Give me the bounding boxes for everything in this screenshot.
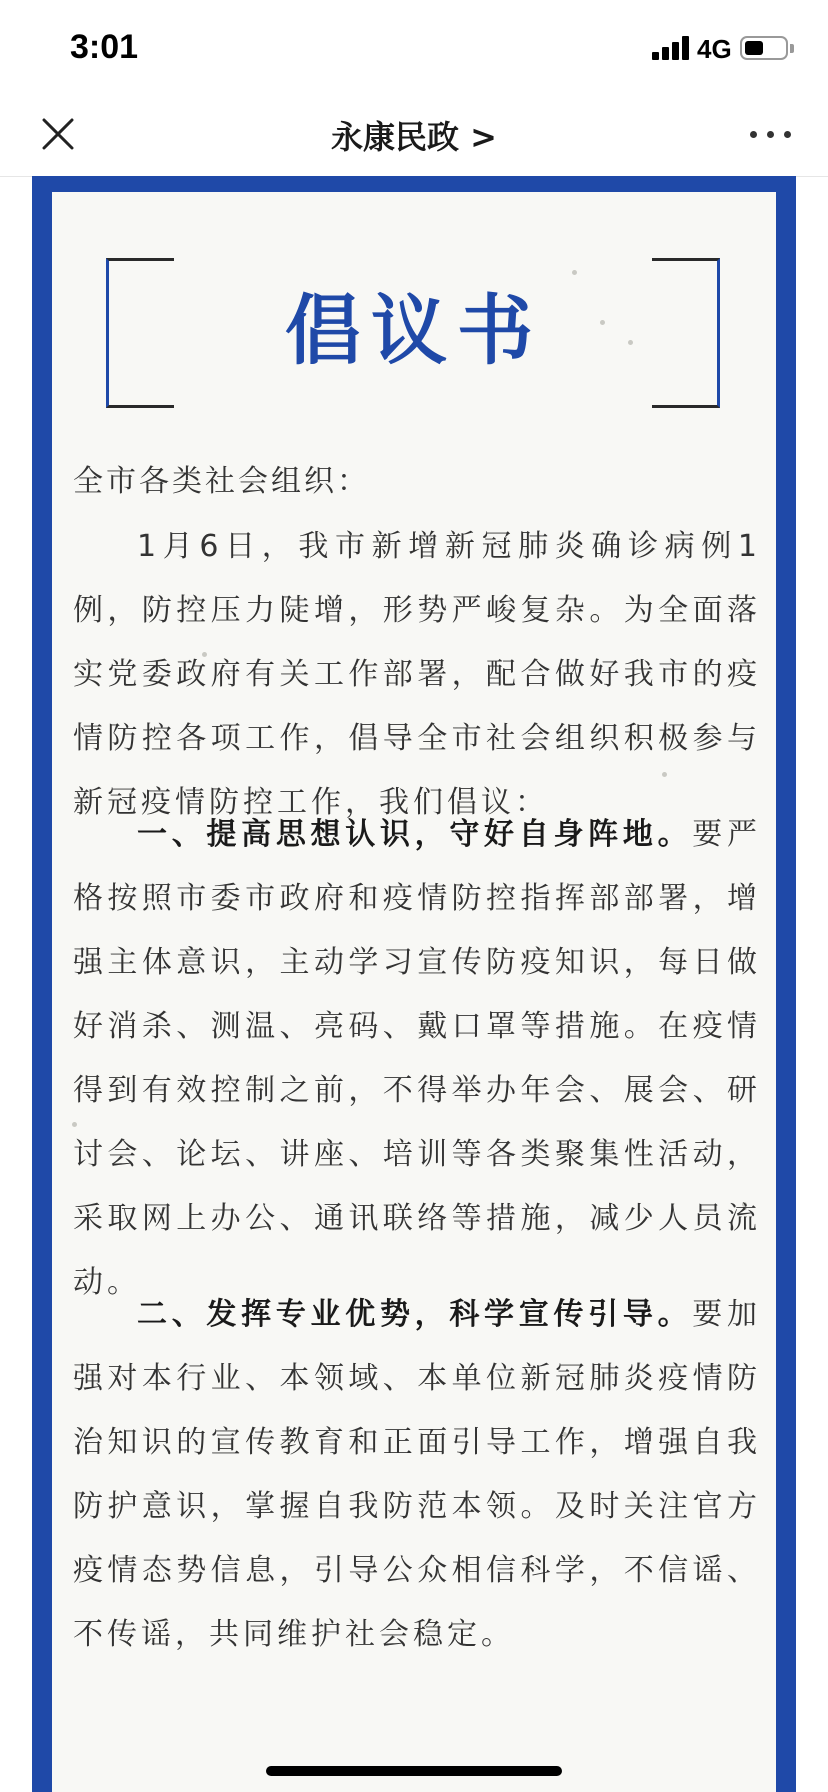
battery-tip xyxy=(790,44,794,53)
battery-icon xyxy=(740,36,788,60)
nav-bar xyxy=(0,100,828,177)
salutation: 全市各类社会组织： xyxy=(73,464,370,499)
article-paper xyxy=(52,192,776,1792)
point-1-heading: 一、提高思想认识，守好自身阵地。 xyxy=(137,817,693,852)
paragraph-intro: 1月6日，我市新增新冠肺炎确诊病例1例，防控压力陡增，形势严峻复杂。为全面落实党委政府有关工作部署，配合做好我市的疫情防控各项工作，倡导全市社会组织积极参与新冠疫情防控工作，我们倡议： xyxy=(73,529,761,820)
article-frame xyxy=(32,176,796,1792)
network-type: 4G xyxy=(697,34,732,64)
point-1-body: 要严格按照市委市政府和疫情防控指挥部部署，增强主体意识，主动学习宣传防疫知识，每日做好消杀、测温、亮码、戴口罩等措施。在疫情得到有效控制之前，不得举办年会、展会、研讨会、论坛、讲座、培训等各类聚集性活动，采取网上办公、通讯联络等措施，减少人员流动。 xyxy=(73,817,762,1300)
status-time: 3:01 xyxy=(70,28,139,66)
account-title-link[interactable]: 永康民政 > xyxy=(331,118,497,156)
point-2-heading: 二、发挥专业优势，科学宣传引导。 xyxy=(137,1297,693,1332)
status-bar xyxy=(0,0,828,100)
paragraph-point-2 xyxy=(73,1283,761,1667)
paragraph-point-1 xyxy=(73,803,761,1315)
cellular-signal-icon xyxy=(652,36,694,60)
point-2-body: 要加强对本行业、本领域、本单位新冠肺炎疫情防治知识的宣传教育和正面引导工作，增强自我防护意识，掌握自我防范本领。及时关注官方疫情态势信息，引导公众相信科学，不信谣、不传谣，共同维护社会稳定。 xyxy=(73,1297,762,1652)
battery-level xyxy=(745,41,763,55)
more-icon[interactable] xyxy=(748,120,794,150)
home-indicator[interactable] xyxy=(266,1766,562,1776)
document-title: 倡议书 xyxy=(285,286,543,375)
